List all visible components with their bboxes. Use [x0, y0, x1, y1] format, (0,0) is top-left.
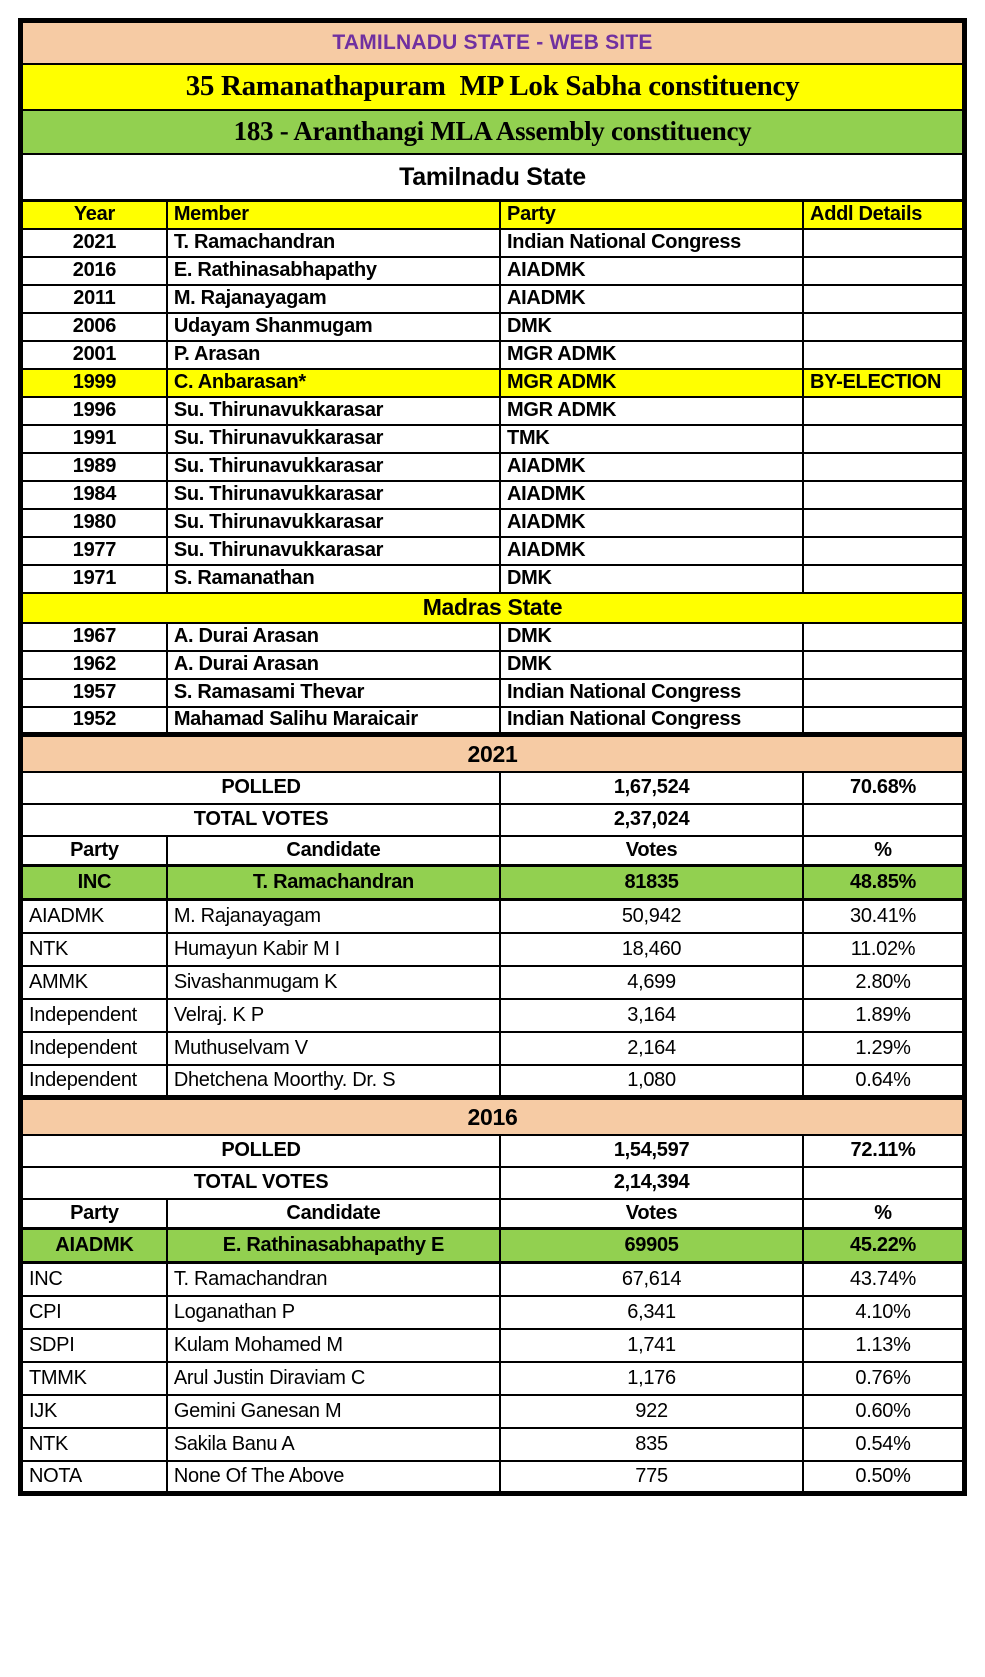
winner-candidate-cell: T. Ramachandran: [167, 866, 500, 900]
candidate-column-header: Candidate: [167, 836, 500, 866]
addl-details-cell: [803, 397, 964, 425]
member-row: [21, 537, 965, 565]
polled-percentage: 70.68%: [803, 772, 964, 804]
votes-cell: 3,164: [500, 999, 803, 1032]
percent-cell: 1.13%: [803, 1329, 964, 1362]
polled-label: POLLED: [21, 1135, 501, 1167]
candidate-cell: M. Rajanayagam: [167, 900, 500, 933]
polled-votes: 1,54,597: [500, 1135, 803, 1167]
member-cell: Mahamad Salihu Maraicair: [167, 707, 500, 735]
percent-cell: 2.80%: [803, 966, 964, 999]
votes-cell: 922: [500, 1395, 803, 1428]
polled-percentage: 72.11%: [803, 1135, 964, 1167]
addl-details-cell: [803, 623, 964, 651]
winner-row: [21, 1229, 965, 1263]
votes-column-header: Votes: [500, 1199, 803, 1229]
party-cell: NTK: [21, 1428, 167, 1461]
addl-details-cell: BY-ELECTION: [803, 369, 964, 397]
party-cell: AIADMK: [21, 900, 167, 933]
results-header-row: [21, 1199, 965, 1229]
polled-row: [21, 1135, 965, 1167]
party-column-header: Party: [21, 836, 167, 866]
votes-cell: 67,614: [500, 1263, 803, 1296]
year-cell: 1984: [21, 481, 167, 509]
total-votes-label: TOTAL VOTES: [21, 804, 501, 836]
party-cell: DMK: [500, 651, 803, 679]
percent-cell: 1.29%: [803, 1032, 964, 1065]
party-cell: NTK: [21, 933, 167, 966]
election-year-title: 2021: [21, 735, 965, 772]
member-cell: A. Durai Arasan: [167, 651, 500, 679]
addl-details-cell: [803, 707, 964, 735]
addl-details-cell: [803, 537, 964, 565]
party-cell: Indian National Congress: [500, 679, 803, 707]
votes-cell: 2,164: [500, 1032, 803, 1065]
party-cell: TMK: [500, 425, 803, 453]
result-row: [21, 933, 965, 966]
percent-cell: 0.60%: [803, 1395, 964, 1428]
candidate-cell: Gemini Ganesan M: [167, 1395, 500, 1428]
percent-cell: 30.41%: [803, 900, 964, 933]
member-row: [21, 285, 965, 313]
percent-cell: 1.89%: [803, 999, 964, 1032]
member-cell: A. Durai Arasan: [167, 623, 500, 651]
party-cell: AIADMK: [500, 257, 803, 285]
member-row: [21, 341, 965, 369]
total-votes-row: [21, 804, 965, 836]
site-title: TAMILNADU STATE - WEB SITE: [21, 21, 965, 64]
candidate-cell: Loganathan P: [167, 1296, 500, 1329]
member-row: [21, 509, 965, 537]
constituency-sheet: [18, 18, 967, 1496]
votes-column-header: Votes: [500, 836, 803, 866]
member-row: [21, 679, 965, 707]
total-votes-empty-cell: [803, 804, 964, 836]
election-year-row: [21, 1098, 965, 1135]
party-column-header: Party: [21, 1199, 167, 1229]
result-row: [21, 1428, 965, 1461]
winner-votes-cell: 69905: [500, 1229, 803, 1263]
result-row: [21, 999, 965, 1032]
winner-percent-cell: 45.22%: [803, 1229, 964, 1263]
addl-details-cell: [803, 651, 964, 679]
votes-cell: 50,942: [500, 900, 803, 933]
addl-details-cell: [803, 341, 964, 369]
votes-cell: 1,176: [500, 1362, 803, 1395]
mla-constituency-title: 183 - Aranthangi MLA Assembly constituency: [21, 110, 965, 154]
votes-cell: 1,080: [500, 1065, 803, 1098]
year-cell: 1996: [21, 397, 167, 425]
candidate-cell: None Of The Above: [167, 1461, 500, 1494]
party-cell: AIADMK: [500, 481, 803, 509]
member-column-header: Member: [167, 201, 500, 229]
state-section-row: [21, 154, 965, 201]
member-cell: P. Arasan: [167, 341, 500, 369]
polled-votes: 1,67,524: [500, 772, 803, 804]
party-column-header: Party: [500, 201, 803, 229]
candidate-cell: T. Ramachandran: [167, 1263, 500, 1296]
result-row: [21, 1065, 965, 1098]
party-cell: TMMK: [21, 1362, 167, 1395]
party-cell: Indian National Congress: [500, 707, 803, 735]
candidate-cell: Arul Justin Diraviam C: [167, 1362, 500, 1395]
party-cell: INC: [21, 1263, 167, 1296]
candidate-cell: Humayun Kabir M I: [167, 933, 500, 966]
percent-cell: 4.10%: [803, 1296, 964, 1329]
candidate-cell: Sakila Banu A: [167, 1428, 500, 1461]
party-cell: DMK: [500, 623, 803, 651]
mp-constituency-title: 35 Ramanathapuram MP Lok Sabha constituency: [21, 64, 965, 110]
madras-state-section-title: Madras State: [21, 593, 965, 623]
member-cell: Su. Thirunavukkarasar: [167, 453, 500, 481]
year-cell: 1962: [21, 651, 167, 679]
year-cell: 1967: [21, 623, 167, 651]
election-year-row: [21, 735, 965, 772]
votes-cell: 6,341: [500, 1296, 803, 1329]
party-cell: AIADMK: [500, 537, 803, 565]
winner-candidate-cell: E. Rathinasabhapathy E: [167, 1229, 500, 1263]
member-cell: M. Rajanayagam: [167, 285, 500, 313]
votes-cell: 835: [500, 1428, 803, 1461]
member-cell: E. Rathinasabhapathy: [167, 257, 500, 285]
votes-cell: 775: [500, 1461, 803, 1494]
percent-cell: 0.50%: [803, 1461, 964, 1494]
candidate-column-header: Candidate: [167, 1199, 500, 1229]
polled-row: [21, 772, 965, 804]
percent-cell: 11.02%: [803, 933, 964, 966]
state-section-title: Tamilnadu State: [21, 154, 965, 201]
result-row: [21, 1032, 965, 1065]
year-column-header: Year: [21, 201, 167, 229]
member-row: [21, 481, 965, 509]
addl-details-cell: [803, 509, 964, 537]
member-cell: Su. Thirunavukkarasar: [167, 537, 500, 565]
addl-details-cell: [803, 425, 964, 453]
member-cell: Su. Thirunavukkarasar: [167, 509, 500, 537]
party-cell: SDPI: [21, 1329, 167, 1362]
member-cell: C. Anbarasan*: [167, 369, 500, 397]
party-cell: MGR ADMK: [500, 397, 803, 425]
year-cell: 2011: [21, 285, 167, 313]
party-cell: Indian National Congress: [500, 229, 803, 257]
member-row: [21, 425, 965, 453]
winner-votes-cell: 81835: [500, 866, 803, 900]
addl-details-cell: [803, 313, 964, 341]
member-row: [21, 369, 965, 397]
party-cell: DMK: [500, 313, 803, 341]
result-row: [21, 1461, 965, 1494]
result-row: [21, 1296, 965, 1329]
member-cell: Su. Thirunavukkarasar: [167, 425, 500, 453]
candidate-cell: Dhetchena Moorthy. Dr. S: [167, 1065, 500, 1098]
votes-cell: 1,741: [500, 1329, 803, 1362]
member-cell: Udayam Shanmugam: [167, 313, 500, 341]
party-cell: Independent: [21, 999, 167, 1032]
addl-details-cell: [803, 285, 964, 313]
total-votes-value: 2,14,394: [500, 1167, 803, 1199]
year-cell: 1989: [21, 453, 167, 481]
party-cell: AIADMK: [500, 453, 803, 481]
party-cell: AMMK: [21, 966, 167, 999]
addl-details-cell: [803, 229, 964, 257]
winner-party-cell: INC: [21, 866, 167, 900]
member-row: [21, 257, 965, 285]
member-row: [21, 229, 965, 257]
party-cell: MGR ADMK: [500, 369, 803, 397]
winner-percent-cell: 48.85%: [803, 866, 964, 900]
year-cell: 2021: [21, 229, 167, 257]
result-row: [21, 900, 965, 933]
member-cell: Su. Thirunavukkarasar: [167, 397, 500, 425]
addl-details-cell: [803, 565, 964, 593]
result-row: [21, 1263, 965, 1296]
votes-cell: 4,699: [500, 966, 803, 999]
mp-constituency-row: [21, 64, 965, 110]
year-cell: 2006: [21, 313, 167, 341]
madras-state-section-row: [21, 593, 965, 623]
result-row: [21, 1362, 965, 1395]
party-cell: AIADMK: [500, 509, 803, 537]
member-row: [21, 313, 965, 341]
party-cell: MGR ADMK: [500, 341, 803, 369]
addl-details-cell: [803, 453, 964, 481]
year-cell: 2001: [21, 341, 167, 369]
percent-cell: 0.54%: [803, 1428, 964, 1461]
addl-details-cell: [803, 257, 964, 285]
member-row: [21, 623, 965, 651]
percent-cell: 43.74%: [803, 1263, 964, 1296]
member-cell: S. Ramanathan: [167, 565, 500, 593]
total-votes-value: 2,37,024: [500, 804, 803, 836]
year-cell: 1971: [21, 565, 167, 593]
member-cell: S. Ramasami Thevar: [167, 679, 500, 707]
party-cell: DMK: [500, 565, 803, 593]
year-cell: 1952: [21, 707, 167, 735]
election-year-title: 2016: [21, 1098, 965, 1135]
member-cell: T. Ramachandran: [167, 229, 500, 257]
candidate-cell: Sivashanmugam K: [167, 966, 500, 999]
percent-cell: 0.76%: [803, 1362, 964, 1395]
year-cell: 1991: [21, 425, 167, 453]
total-votes-row: [21, 1167, 965, 1199]
member-row: [21, 707, 965, 735]
percent-column-header: %: [803, 1199, 964, 1229]
votes-cell: 18,460: [500, 933, 803, 966]
member-row: [21, 651, 965, 679]
member-cell: Su. Thirunavukkarasar: [167, 481, 500, 509]
constituency-table: [18, 18, 967, 1496]
member-row: [21, 397, 965, 425]
year-cell: 1977: [21, 537, 167, 565]
winner-row: [21, 866, 965, 900]
party-cell: CPI: [21, 1296, 167, 1329]
percent-column-header: %: [803, 836, 964, 866]
party-cell: NOTA: [21, 1461, 167, 1494]
addl-details-column-header: Addl Details: [803, 201, 964, 229]
year-cell: 1957: [21, 679, 167, 707]
result-row: [21, 1395, 965, 1428]
addl-details-cell: [803, 679, 964, 707]
candidate-cell: Kulam Mohamed M: [167, 1329, 500, 1362]
member-row: [21, 453, 965, 481]
polled-label: POLLED: [21, 772, 501, 804]
addl-details-cell: [803, 481, 964, 509]
total-votes-empty-cell: [803, 1167, 964, 1199]
winner-party-cell: AIADMK: [21, 1229, 167, 1263]
site-title-row: [21, 21, 965, 64]
members-header-row: [21, 201, 965, 229]
year-cell: 1980: [21, 509, 167, 537]
total-votes-label: TOTAL VOTES: [21, 1167, 501, 1199]
year-cell: 2016: [21, 257, 167, 285]
percent-cell: 0.64%: [803, 1065, 964, 1098]
result-row: [21, 1329, 965, 1362]
candidate-cell: Velraj. K P: [167, 999, 500, 1032]
result-row: [21, 966, 965, 999]
party-cell: Independent: [21, 1065, 167, 1098]
member-row: [21, 565, 965, 593]
results-header-row: [21, 836, 965, 866]
party-cell: IJK: [21, 1395, 167, 1428]
party-cell: Independent: [21, 1032, 167, 1065]
year-cell: 1999: [21, 369, 167, 397]
mla-constituency-row: [21, 110, 965, 154]
party-cell: AIADMK: [500, 285, 803, 313]
candidate-cell: Muthuselvam V: [167, 1032, 500, 1065]
